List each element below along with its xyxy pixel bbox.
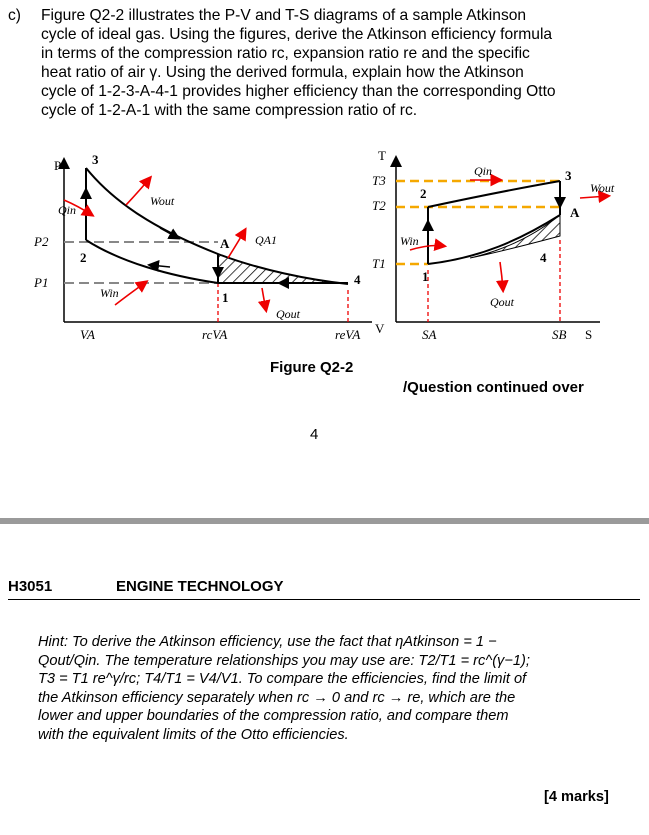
pv-label-qout: Qout bbox=[276, 307, 300, 321]
pv-point-4: 4 bbox=[354, 272, 361, 287]
question-line: cycle of 1-2-3-A-4-1 provides higher efficiency than the corresponding Otto bbox=[41, 83, 556, 100]
module-title: ENGINE TECHNOLOGY bbox=[116, 578, 284, 595]
pv-label-win: Win bbox=[100, 286, 119, 300]
ts-point-a: A bbox=[570, 205, 580, 220]
page-divider bbox=[0, 518, 649, 524]
hint-line: Qout/Qin. The temperature relationships you may use are: T2/T1 = rc^(γ−1); bbox=[38, 652, 530, 669]
pv-axis-p: P bbox=[54, 158, 62, 173]
question-line: in terms of the compression ratio rc, expansion ratio re and the specific bbox=[41, 45, 530, 62]
pv-point-a: A bbox=[220, 236, 230, 251]
module-code: H3051 bbox=[8, 578, 53, 595]
hint-line: lower and upper boundaries of the compression ratio, and compare them bbox=[38, 708, 509, 724]
hint-line: the Atkinson efficiency separately when rc → 0 and rc → re, which are the bbox=[38, 689, 516, 706]
pv-point-3: 3 bbox=[92, 152, 99, 167]
ts-point-1: 1 bbox=[422, 269, 429, 284]
pv-label-wout: Wout bbox=[150, 194, 175, 208]
hint-line: Hint: To derive the Atkinson efficiency, use the fact that ηAtkinson = 1 − bbox=[38, 634, 497, 650]
ts-label-sb: SB bbox=[552, 327, 567, 342]
question-line: cycle of 1-2-A-1 with the same compression ratio of rc. bbox=[41, 102, 418, 119]
pv-label-p1: P1 bbox=[34, 275, 49, 290]
ts-point-3: 3 bbox=[565, 168, 572, 183]
win-arrow bbox=[115, 282, 146, 305]
question-continued-note: /Question continued over bbox=[403, 379, 584, 396]
ts-label-win: Win bbox=[400, 234, 419, 248]
ts-label-t1: T1 bbox=[372, 256, 386, 271]
qa1-arrow bbox=[228, 230, 245, 258]
ts-point-2: 2 bbox=[420, 186, 427, 201]
question-line: Figure Q2-2 illustrates the P-V and T-S diagrams of a sample Atkinson bbox=[41, 7, 527, 24]
ts-label-wout: Wout bbox=[590, 181, 615, 195]
ts-axis-t: T bbox=[378, 148, 386, 163]
arrow-expansion bbox=[160, 228, 178, 238]
pv-label-p2: P2 bbox=[34, 234, 49, 249]
ts-label-t2: T2 bbox=[372, 198, 386, 213]
hint-line: with the equivalent limits of the Otto efficiencies. bbox=[38, 726, 349, 743]
ts-qout-arrow bbox=[500, 262, 503, 290]
question-line: cycle of ideal gas. Using the figures, derive the Atkinson efficiency formula bbox=[41, 26, 553, 43]
ts-label-qin: Qin bbox=[474, 164, 492, 178]
figure-q2-2 bbox=[0, 0, 649, 360]
ts-label-qout: Qout bbox=[490, 295, 514, 309]
figure-caption: Figure Q2-2 bbox=[270, 359, 354, 376]
ts-wout-arrow bbox=[580, 196, 608, 198]
ts-label-t3: T3 bbox=[372, 173, 386, 188]
pv-point-1: 1 bbox=[222, 290, 229, 305]
ts-label-sa: SA bbox=[422, 327, 437, 342]
qout-arrow bbox=[262, 288, 266, 310]
pv-axis-v: V bbox=[375, 321, 385, 336]
wout-arrow bbox=[126, 178, 150, 205]
page-number: 4 bbox=[310, 426, 319, 443]
question-label: c) bbox=[8, 7, 21, 24]
pv-label-rcva: rcVA bbox=[202, 327, 228, 342]
marks-label: [4 marks] bbox=[544, 789, 609, 805]
pv-diagram bbox=[33, 152, 385, 342]
pv-label-qin: Qin bbox=[58, 203, 76, 217]
ts-diagram bbox=[372, 148, 615, 342]
arrow-compression bbox=[150, 265, 170, 267]
question-line: heat ratio of air γ. Using the derived formula, explain how the Atkinson bbox=[41, 64, 524, 81]
hint-block bbox=[38, 633, 628, 744]
pv-label-reva: reVA bbox=[335, 327, 361, 342]
pv-point-2: 2 bbox=[80, 250, 87, 265]
header-rule bbox=[8, 599, 640, 600]
hint-line: T3 = T1 re^γ/rc; T4/T1 = V4/V1. To compare the efficiencies, find the limit of bbox=[38, 671, 527, 687]
pv-label-qa1: QA1 bbox=[255, 233, 277, 247]
ts-heat-addition-curve bbox=[428, 181, 560, 207]
pv-hatched-area bbox=[218, 254, 348, 284]
ts-axis-s: S bbox=[585, 327, 593, 342]
ts-point-4: 4 bbox=[540, 250, 547, 265]
pv-label-va: VA bbox=[80, 327, 95, 342]
